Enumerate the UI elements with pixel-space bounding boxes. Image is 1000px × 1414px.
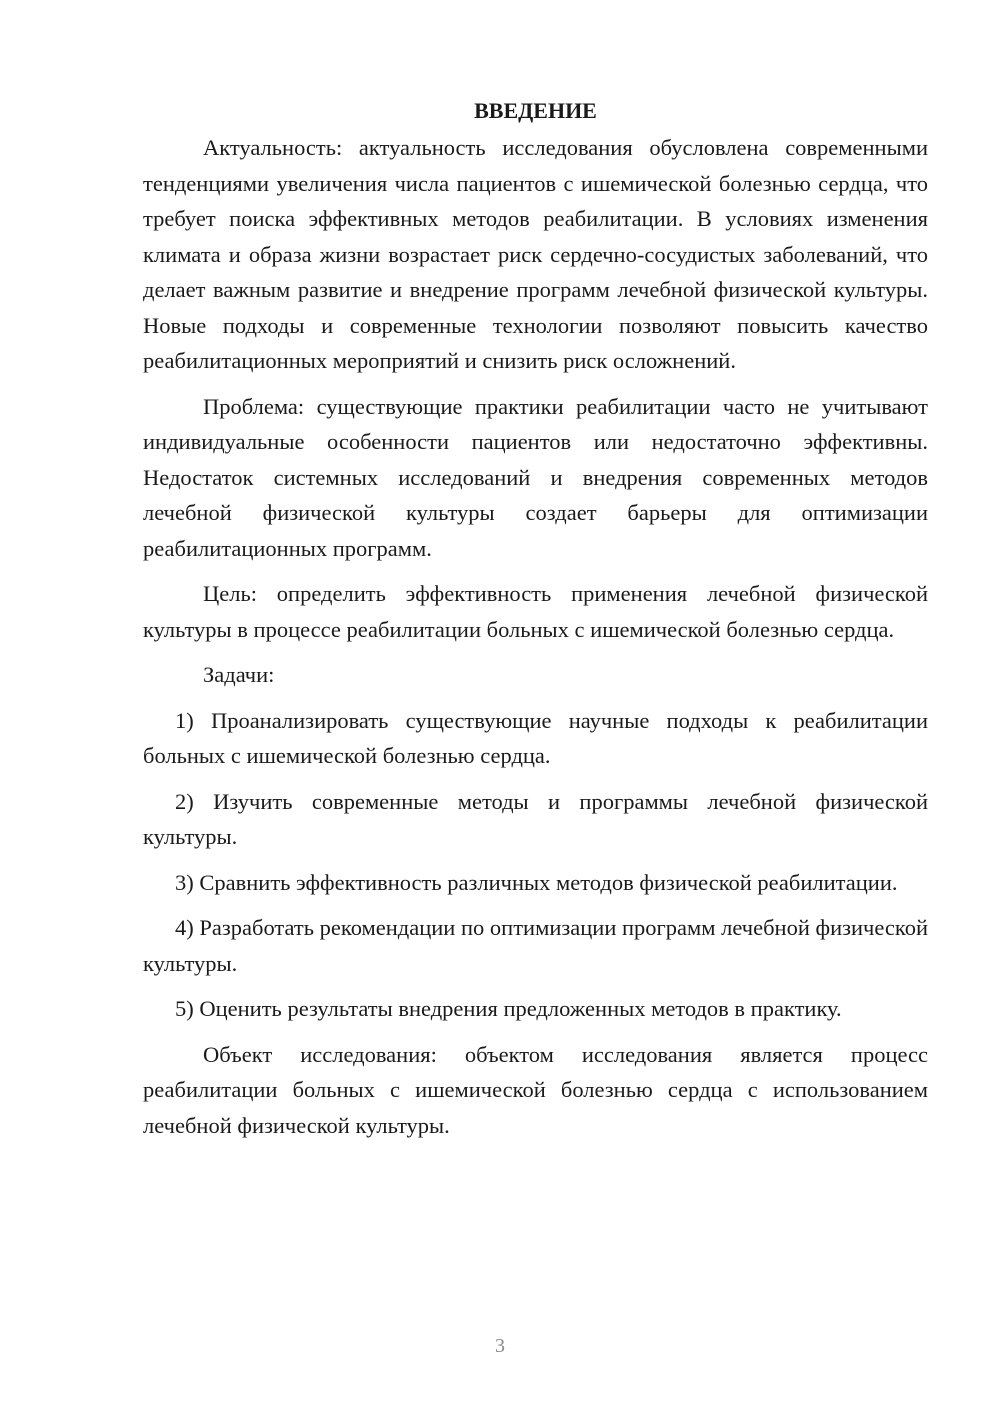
task-item: 5) Оценить результаты внедрения предложенных методов в практику. — [175, 996, 842, 1021]
task-item: 1) Проанализировать существующие научные подходы к реабилитации больных с ишемической болезнью сердца. — [143, 707, 928, 768]
research-object-paragraph: Объект исследования: объектом исследования является процесс реабилитации больных с ишемической болезнью сердца с использованием лечебной физической культуры. — [143, 1041, 928, 1138]
relevance-paragraph: Актуальность: актуальность исследования обусловлена современными тенденциями увеличения числа пациентов с ишемической болезнью сердца, что требует поиска эффективных методов реабилитации. В условиях изменения климата и образа жизни возрастает риск сердечно-сосудистых заболеваний, что делает важным развитие и внедрение программ лечебной физической культуры. Новые подходы и современные технологии позволяют повысить качество реабилитационных мероприятий и снизить риск осложнений. — [143, 135, 928, 373]
tasks-heading: Задачи: — [203, 662, 275, 687]
page-number: 3 — [495, 1335, 505, 1357]
problem-paragraph: Проблема: существующие практики реабилитации часто не учитывают индивидуальные особенности пациентов или недостаточно эффективны. Недостаток системных исследований и внедрения современных методов лечебной физической культуры создает барьеры для оптимизации реабилитационных программ. — [143, 393, 928, 561]
task-item: 2) Изучить современные методы и программы лечебной физической культуры. — [143, 788, 928, 849]
task-item: 3) Сравнить эффективность различных методов физической реабилитации. — [175, 869, 898, 895]
goal-paragraph: Цель: определить эффективность применения лечебной физической культуры в процессе реабилитации больных с ишемической болезнью сердца. — [143, 581, 928, 642]
page-content — [143, 96, 928, 1153]
task-item: 4) Разработать рекомендации по оптимизации программ лечебной физической культуры. — [143, 915, 928, 976]
section-title: ВВЕДЕНИЕ — [474, 98, 597, 123]
